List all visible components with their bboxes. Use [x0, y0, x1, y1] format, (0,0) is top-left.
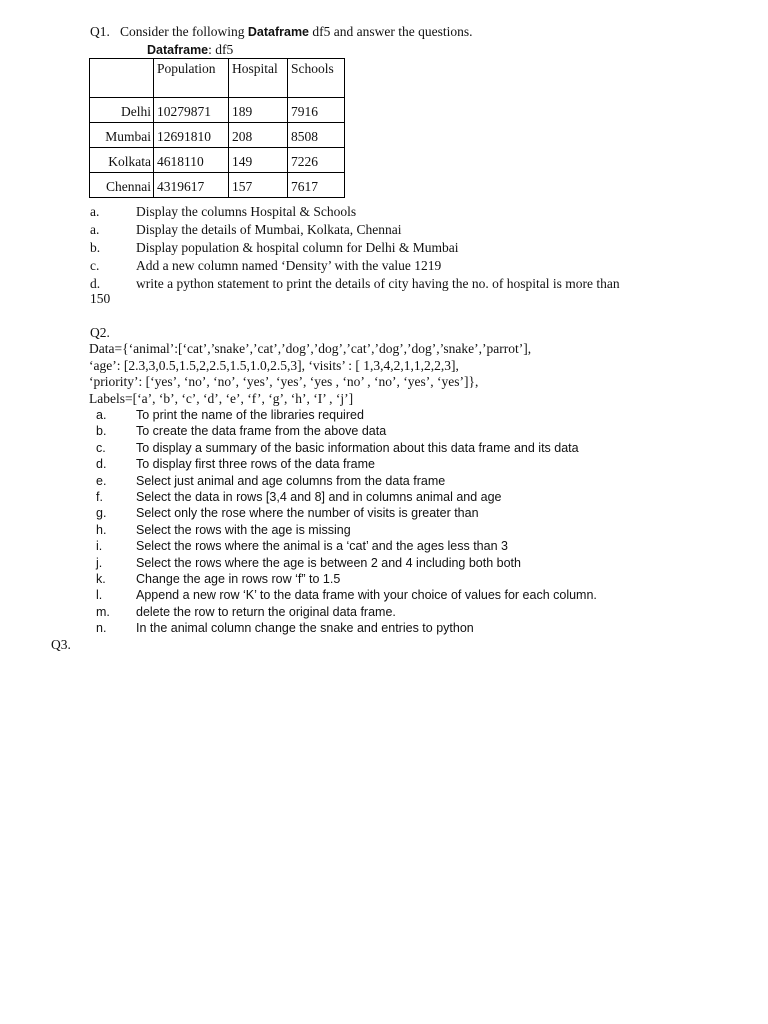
caption-name: : df5: [208, 42, 234, 57]
item-text: Select just animal and age columns from the data frame: [136, 473, 446, 488]
table-cell: 4618110: [154, 148, 229, 173]
item-text: In the animal column change the snake and entries to python: [136, 621, 474, 636]
table-header-cell: Hospital: [229, 59, 288, 98]
item-marker: h.: [96, 522, 107, 537]
item-text: To print the name of the libraries required: [136, 408, 364, 422]
item-marker: c.: [96, 440, 106, 455]
table-cell: 4319617: [154, 173, 229, 198]
item-text: Select only the rose where the number of visits is greater than: [136, 506, 479, 521]
table-cell: 7226: [288, 148, 345, 173]
item-marker: a.: [96, 408, 107, 422]
dataframe-caption: [147, 42, 233, 58]
item-text: To display first three rows of the data frame: [136, 457, 375, 472]
item-text: Add a new column named ‘Density’ with the value 1219: [136, 258, 442, 273]
item-text: Display population & hospital column for Delhi & Mumbai: [136, 240, 459, 255]
q1-number: Q1.: [90, 24, 110, 39]
data-line: Data={‘animal’:[‘cat’,’snake’,’cat’,’dog’,’dog’,’cat’,’dog’,’dog’,’snake’,’parrot’],: [89, 341, 532, 356]
table-cell: 208: [229, 123, 288, 148]
item-marker: e.: [96, 473, 107, 488]
item-text: Display the details of Mumbai, Kolkata, Chennai: [136, 222, 402, 237]
table-cell: Delhi: [90, 98, 154, 123]
caption-label: Dataframe: [147, 43, 209, 57]
item-marker: n.: [96, 621, 107, 636]
table-header-row: [90, 59, 345, 98]
data-line: ‘age’: [2.3,3,0.5,1.5,2,2.5,1.5,1.0,2.5,3], ‘visits’ : [ 1,3,4,2,1,1,2,2,3],: [89, 357, 459, 373]
item-marker: a.: [90, 222, 100, 237]
item-text: Select the rows where the animal is a ‘cat’ and the ages less than 3: [136, 539, 508, 554]
item-text: delete the row to return the original data frame.: [136, 604, 396, 619]
table-header-cell: Population: [154, 59, 229, 98]
item-marker: g.: [96, 506, 107, 521]
table-row: [90, 148, 345, 173]
data-line: ‘priority’: [‘yes’, ‘no’, ‘no’, ‘yes’, ‘yes’, ‘yes , ‘no’ , ‘no’, ‘yes’, ‘yes’]},: [89, 374, 479, 389]
item-marker: b.: [90, 240, 101, 255]
table-header-cell: [90, 59, 154, 98]
item-text: Display the columns Hospital & Schools: [136, 204, 357, 219]
table-cell: 157: [229, 173, 288, 198]
table-cell: 12691810: [154, 123, 229, 148]
q2-number: Q2.: [90, 325, 110, 340]
item-text: Select the rows where the age is between 2 and 4 including both both: [136, 555, 521, 570]
item-marker: l.: [96, 588, 103, 603]
item-text: Change the age in rows row ‘f” to 1.5: [136, 571, 341, 586]
table-row: [90, 98, 345, 123]
item-marker: b.: [96, 424, 107, 439]
q3-number: Q3.: [51, 637, 71, 652]
table-header-cell: Schools: [288, 59, 345, 98]
q1-intro: Consider the following: [120, 24, 245, 39]
item-text: To create the data frame from the above data: [136, 424, 387, 439]
table-cell: 7916: [288, 98, 345, 123]
item-text: write a python statement to print the details of city having the no. of hospital is more than: [136, 276, 620, 291]
item-text: Select the rows with the age is missing: [136, 522, 351, 537]
item-marker: c.: [90, 258, 100, 273]
table-cell: 7617: [288, 173, 345, 198]
table-row: [90, 173, 345, 198]
table-cell: 149: [229, 148, 288, 173]
table-cell: 10279871: [154, 98, 229, 123]
data-line: Labels=[‘a’, ‘b’, ‘c’, ‘d’, ‘e’, ‘f’, ‘g’, ‘h’, ‘I’ , ‘j’]: [89, 390, 354, 406]
item-marker: k.: [96, 571, 106, 586]
table-cell: Mumbai: [90, 123, 154, 148]
item-marker: a.: [90, 204, 100, 219]
item-marker: i.: [96, 539, 103, 554]
q2-data-block: [89, 341, 531, 407]
q1-heading: [90, 24, 472, 40]
table-cell: Chennai: [90, 173, 154, 198]
q1-intro-end: df5 and answer the questions.: [312, 24, 473, 39]
dataframe-table: [89, 58, 345, 198]
item-marker: d.: [90, 276, 101, 291]
item-marker: m.: [96, 604, 110, 619]
table-cell: 8508: [288, 123, 345, 148]
q1-dataframe-word: Dataframe: [247, 25, 310, 39]
item-text: Append a new row ‘K’ to the data frame with your choice of values for each column.: [136, 588, 597, 603]
q1-item-continuation: 150: [90, 291, 111, 306]
item-text: To display a summary of the basic information about this data frame and its data: [136, 440, 579, 455]
item-marker: f.: [96, 489, 103, 504]
table-cell: Kolkata: [90, 148, 154, 173]
item-marker: j.: [96, 555, 103, 570]
table-row: [90, 123, 345, 148]
item-marker: d.: [96, 457, 107, 472]
item-text: Select the data in rows [3,4 and 8] and in columns animal and age: [136, 489, 502, 504]
table-cell: 189: [229, 98, 288, 123]
